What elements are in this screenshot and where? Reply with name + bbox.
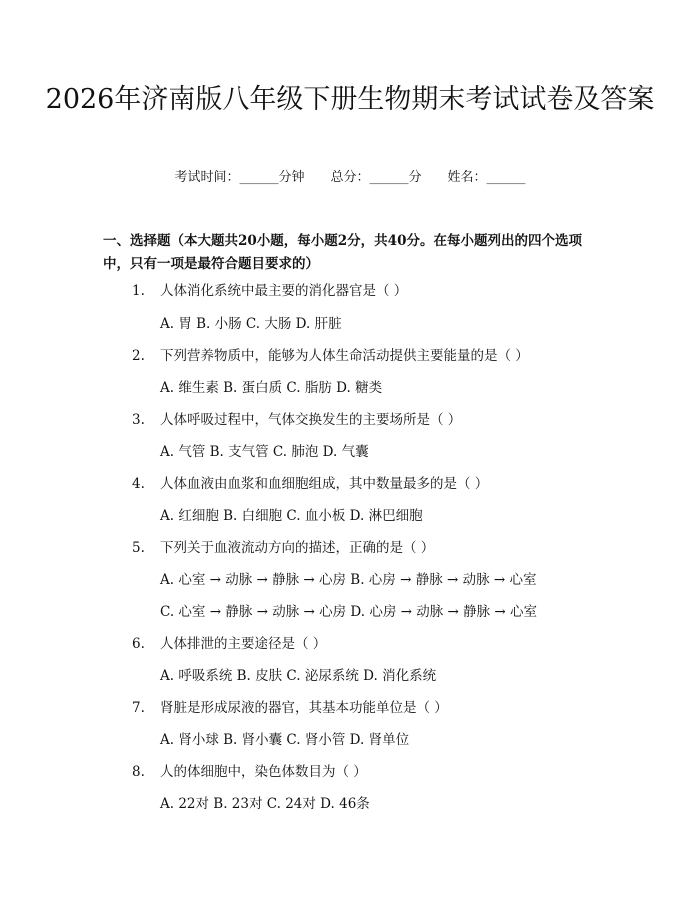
question-number: 6. bbox=[132, 636, 145, 652]
question-number: 5. bbox=[132, 540, 145, 556]
question-number: 7. bbox=[132, 700, 145, 716]
question-text: 下列关于血液流动方向的描述，正确的是（ ） bbox=[160, 540, 435, 556]
question-1-options: A. 胃 B. 小肠 C. 大肠 D. 肝脏 bbox=[160, 316, 342, 332]
section-heading: 一、选择题（本大题共20小题，每小题2分，共40分。在每小题列出的四个选项中，只有一项是最符合题目要求的） bbox=[103, 233, 582, 272]
question-6-options: A. 呼吸系统 B. 皮肤 C. 泌尿系统 D. 消化系统 bbox=[160, 668, 437, 684]
question-number: 2. bbox=[132, 348, 145, 364]
question-5-options-line-2: C. 心室 → 静脉 → 动脉 → 心房 D. 心房 → 动脉 → 静脉 → 心室 bbox=[160, 604, 538, 620]
question-text: 下列营养物质中，能够为人体生命活动提供主要能量的是（ ） bbox=[160, 348, 529, 364]
question-7-options: A. 肾小球 B. 肾小囊 C. 肾小管 D. 肾单位 bbox=[160, 732, 410, 748]
question-8-options: A. 22对 B. 23对 C. 24对 D. 46条 bbox=[160, 796, 370, 812]
question-7 bbox=[132, 698, 602, 718]
question-text: 人体血液由血浆和血细胞组成，其中数量最多的是（ ） bbox=[160, 476, 489, 492]
question-text: 人体呼吸过程中，气体交换发生的主要场所是（ ） bbox=[160, 412, 462, 428]
question-number: 8. bbox=[132, 764, 145, 780]
question-2-options: A. 维生素 B. 蛋白质 C. 脂肪 D. 糖类 bbox=[160, 380, 383, 396]
question-3 bbox=[132, 410, 602, 430]
question-6 bbox=[132, 634, 602, 654]
question-8 bbox=[132, 762, 602, 782]
question-text: 人体消化系统中最主要的消化器官是（ ） bbox=[160, 283, 408, 299]
question-text: 肾脏是形成尿液的器官，其基本功能单位是（ ） bbox=[160, 700, 448, 716]
question-number: 4. bbox=[132, 476, 145, 492]
exam-info-line: 考试时间：______分钟 总分：______分 姓名：______ bbox=[174, 170, 526, 185]
question-number: 1. bbox=[132, 283, 145, 299]
question-3-options: A. 气管 B. 支气管 C. 肺泡 D. 气囊 bbox=[160, 444, 369, 460]
question-5-options-line-1: A. 心室 → 动脉 → 静脉 → 心房 B. 心房 → 静脉 → 动脉 → 心室 bbox=[160, 572, 537, 588]
question-5 bbox=[132, 538, 602, 558]
page-title: 2026年济南版八年级下册生物期末考试试卷及答案 bbox=[45, 84, 655, 115]
question-1 bbox=[132, 281, 602, 301]
question-4-options: A. 红细胞 B. 白细胞 C. 血小板 D. 淋巴细胞 bbox=[160, 508, 423, 524]
question-4 bbox=[132, 474, 602, 494]
question-text: 人的体细胞中，染色体数目为（ ） bbox=[160, 764, 367, 780]
question-2 bbox=[132, 346, 602, 366]
question-text: 人体排泄的主要途径是（ ） bbox=[160, 636, 327, 652]
question-number: 3. bbox=[132, 412, 145, 428]
